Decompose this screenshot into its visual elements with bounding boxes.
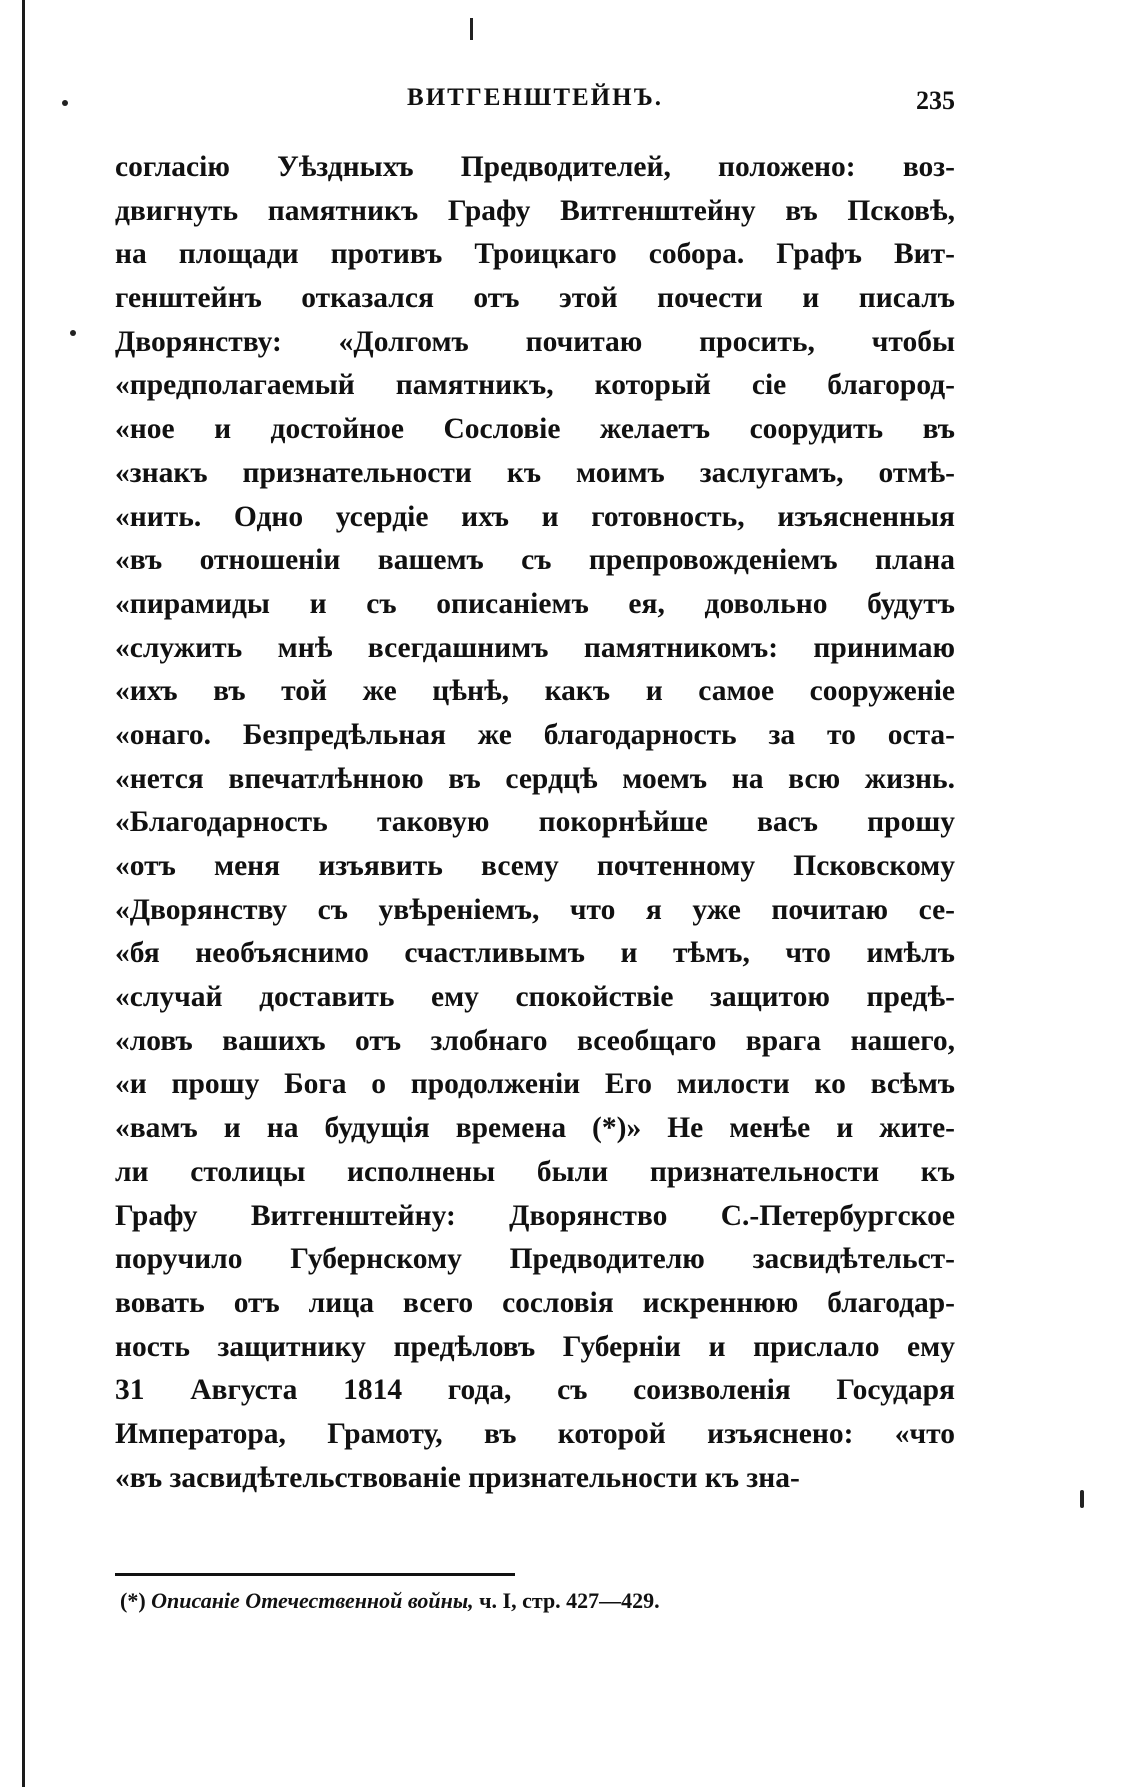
footnote bbox=[120, 1588, 920, 1614]
text-line: «бя необъяснимо счастливымъ и тѣмъ, что имѣлъ bbox=[115, 937, 955, 970]
text-line: «Благодарность таковую покорнѣйше васъ прошу bbox=[115, 806, 955, 839]
text-line: Дворянству: «Долгомъ почитаю просить, чтобы bbox=[115, 325, 955, 358]
scan-speck bbox=[70, 330, 76, 336]
text-line: «знакъ признательности къ моимъ заслугамъ, отмѣ- bbox=[115, 456, 955, 489]
text-line: «отъ меня изъявить всему почтенному Псковскому bbox=[115, 850, 955, 882]
body-text bbox=[115, 146, 955, 1500]
text-line: «случай доставить ему спокойствіе защитою предѣ- bbox=[115, 981, 955, 1014]
text-line: ли столицы исполнены были признательности къ bbox=[115, 1155, 955, 1188]
text-line: «и прошу Бога о продолженіи Его милости ко всѣмъ bbox=[115, 1068, 955, 1101]
running-title: ВИТГЕНШТЕЙНЪ. bbox=[407, 84, 663, 111]
footnote-rule bbox=[115, 1573, 515, 1576]
scan-mark bbox=[470, 18, 473, 40]
text-line: 31 Августа 1814 года, съ соизволенія Государя bbox=[115, 1374, 955, 1407]
text-line: согласію Уѣздныхъ Предводителей, положено: воз- bbox=[115, 151, 955, 183]
text-line: вовать отъ лица всего сословія искреннюю благодар- bbox=[115, 1286, 955, 1319]
footnote-source: Описаніе Отечественной войны, bbox=[151, 1588, 474, 1613]
footnote-reference: ч. I, стр. 427—429. bbox=[479, 1588, 660, 1613]
scan-speck bbox=[62, 100, 68, 106]
text-line: «предполагаемый памятникъ, который сіе благород- bbox=[115, 369, 955, 402]
text-line: на площади противъ Троицкаго собора. Графъ Вит- bbox=[115, 238, 955, 271]
text-line: «ное и достойное Сословіе желаетъ соорудить въ bbox=[115, 413, 955, 446]
text-line: «вамъ и на будущія времена (*)» Не менѣе и жите- bbox=[115, 1112, 955, 1145]
text-line: «въ засвидѣтельствованіе признательности къ зна- bbox=[115, 1461, 800, 1494]
text-line: «въ отношеніи вашемъ съ препровожденіемъ плана bbox=[115, 544, 955, 577]
footnote-marker: (*) bbox=[120, 1588, 146, 1613]
page-number: 235 bbox=[916, 86, 955, 115]
text-line: «нется впечатлѣнною въ сердцѣ моемъ на всю жизнь. bbox=[115, 762, 955, 795]
text-line: «пирамиды и съ описаніемъ ея, довольно будутъ bbox=[115, 587, 955, 620]
page-header bbox=[115, 84, 955, 124]
text-line: «ловъ вашихъ отъ злобнаго всеобщаго врага нашего, bbox=[115, 1024, 955, 1057]
scan-speck bbox=[1080, 1490, 1084, 1508]
text-line: поручило Губернскому Предводителю засвидѣтельст- bbox=[115, 1243, 955, 1276]
text-line: «нить. Одно усердіе ихъ и готовность, изъясненныя bbox=[115, 500, 955, 533]
text-line: «ихъ въ той же цѣнѣ, какъ и самое сооруженіе bbox=[115, 675, 955, 708]
page-edge-shadow bbox=[22, 0, 25, 1787]
text-line: Графу Витгенштейну: Дворянство С.-Петербургское bbox=[115, 1199, 955, 1232]
text-line: ность защитнику предѣловъ Губерніи и прислало ему bbox=[115, 1330, 955, 1363]
text-line: Императора, Грамоту, въ которой изъяснено: «что bbox=[115, 1417, 955, 1450]
text-line: двигнуть памятникъ Графу Витгенштейну въ Псковѣ, bbox=[115, 194, 955, 227]
text-line: генштейнъ отказался отъ этой почести и писалъ bbox=[115, 282, 955, 315]
text-line: «Дворянству съ увѣреніемъ, что я уже почитаю се- bbox=[115, 893, 955, 926]
text-line: «служить мнѣ всегдашнимъ памятникомъ: принимаю bbox=[115, 631, 955, 664]
text-line: «онаго. Безпредѣльная же благодарность за то оста- bbox=[115, 718, 955, 751]
